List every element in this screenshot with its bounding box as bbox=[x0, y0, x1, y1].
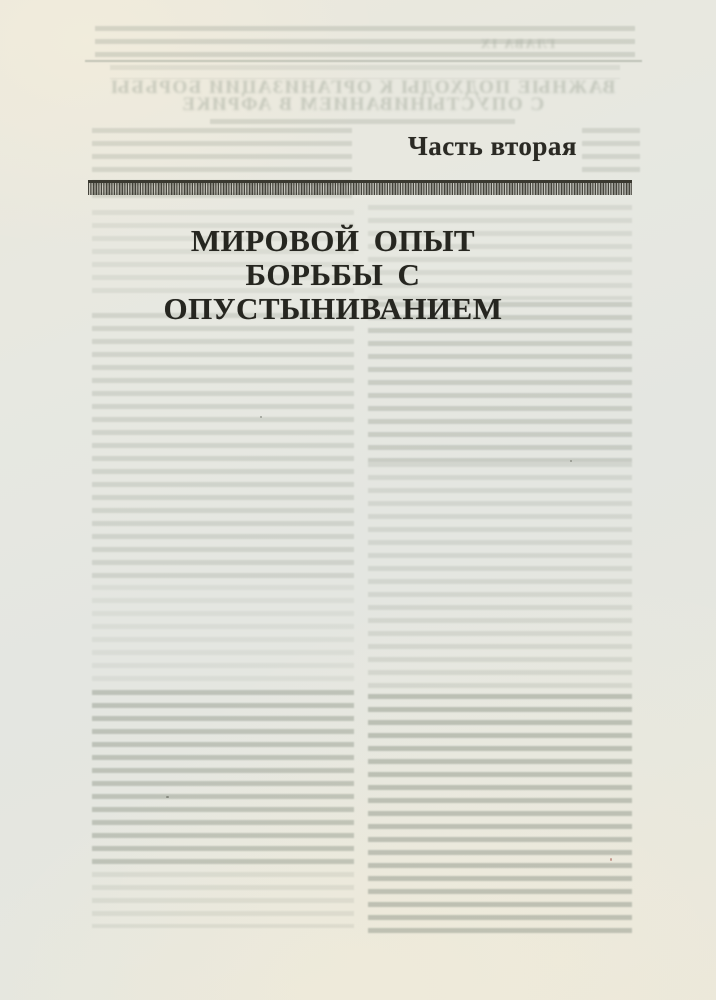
section-title-line1: МИРОВОЙ ОПЫТ bbox=[190, 223, 476, 258]
dust-speck bbox=[260, 416, 262, 418]
bleedthrough-left-col-3 bbox=[92, 690, 354, 872]
section-title-line2: БОРЬБЫ С ОПУСТЫНИВАНИЕМ bbox=[163, 257, 503, 326]
bleedthrough-left-col-1 bbox=[92, 313, 354, 585]
bleedthrough-right-col-3 bbox=[368, 694, 632, 938]
decorative-comb-rule bbox=[88, 180, 632, 195]
dust-speck bbox=[166, 796, 169, 798]
bleedthrough-left-col-4 bbox=[92, 872, 354, 928]
bleedthrough-heading-line2: С ОПУСТЫНИВАНИЕМ В АФРИКЕ bbox=[180, 94, 545, 115]
bleedthrough-rule bbox=[85, 60, 642, 62]
bleedthrough-heading bbox=[85, 79, 640, 113]
bleedthrough-heading-line1: ВАЖНЫЕ ПОДХОДЫ К ОРГАНИЗАЦИИ БОРЬБЫ bbox=[109, 77, 616, 98]
bleedthrough-right-col-2 bbox=[368, 462, 632, 692]
part-label: Часть вторая bbox=[407, 131, 577, 161]
bleedthrough-right-col-1 bbox=[368, 302, 632, 462]
section-title bbox=[88, 224, 578, 326]
bleedthrough-header-right bbox=[582, 128, 640, 178]
dust-speck bbox=[570, 460, 572, 462]
bleedthrough-chapter-label: ГЛАВА IX bbox=[478, 36, 555, 51]
dust-speck bbox=[610, 858, 612, 861]
bleedthrough-left-col-2 bbox=[92, 585, 354, 688]
bleedthrough-lines-top bbox=[95, 26, 635, 58]
